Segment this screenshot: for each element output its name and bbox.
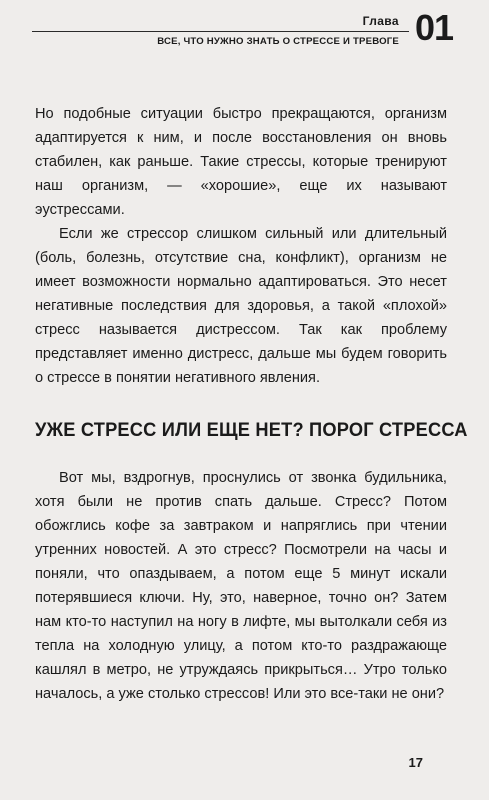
chapter-title: ВСЕ, ЧТО НУЖНО ЗНАТЬ О СТРЕССЕ И ТРЕВОГЕ (157, 36, 399, 47)
header-rule (32, 31, 409, 32)
paragraph: Если же стрессор слишком сильный или длительный (боль, болезнь, отсутствие сна, конфликт), организм не имеет возможности нормально адаптироваться. Это несет негативные последствия для здоровья, а такой «плохой» стресс называется дистрессом. Так как проблему представляет именно дистресс, дальше мы будем говорить о стрессе в понятии негативного явления. (35, 226, 447, 386)
text-block-bottom (35, 466, 447, 706)
running-header (32, 7, 453, 48)
section-heading: УЖЕ СТРЕСС ИЛИ ЕЩЕ НЕТ? ПОРОГ СТРЕССА (35, 420, 468, 441)
chapter-label: Глава (362, 14, 399, 28)
page-number: 17 (408, 755, 423, 770)
text-block-top (35, 102, 447, 390)
paragraph: Вот мы, вздрогнув, проснулись от звонка будильника, хотя были не против спать дальше. Стресс? Потом обожглись кофе за завтраком и напряглись при чтении утренних новостей. А это стресс? Посмотрели на часы и поняли, что опаздываем, а потом еще 5 минут искали потерявшиеся ключи. Ну, это, наверное, точно он? Затем нам кто-то наступил на ногу в лифте, мы вытолкали себя из тепла на холодную улицу, а потом кто-то раздражающе кашлял в метро, не утруждаясь прикрыться… Утро только началось, а уже столько стрессов! Или это все-таки не они? (35, 470, 447, 702)
chapter-number: 01 (414, 7, 453, 48)
paragraph: Но подобные ситуации быстро прекращаются, организм адаптируется к ним, и после восстановления он вновь стабилен, как раньше. Такие стрессы, которые тренируют наш организм, — «хорошие», еще их называют эустрессами. (35, 106, 447, 218)
